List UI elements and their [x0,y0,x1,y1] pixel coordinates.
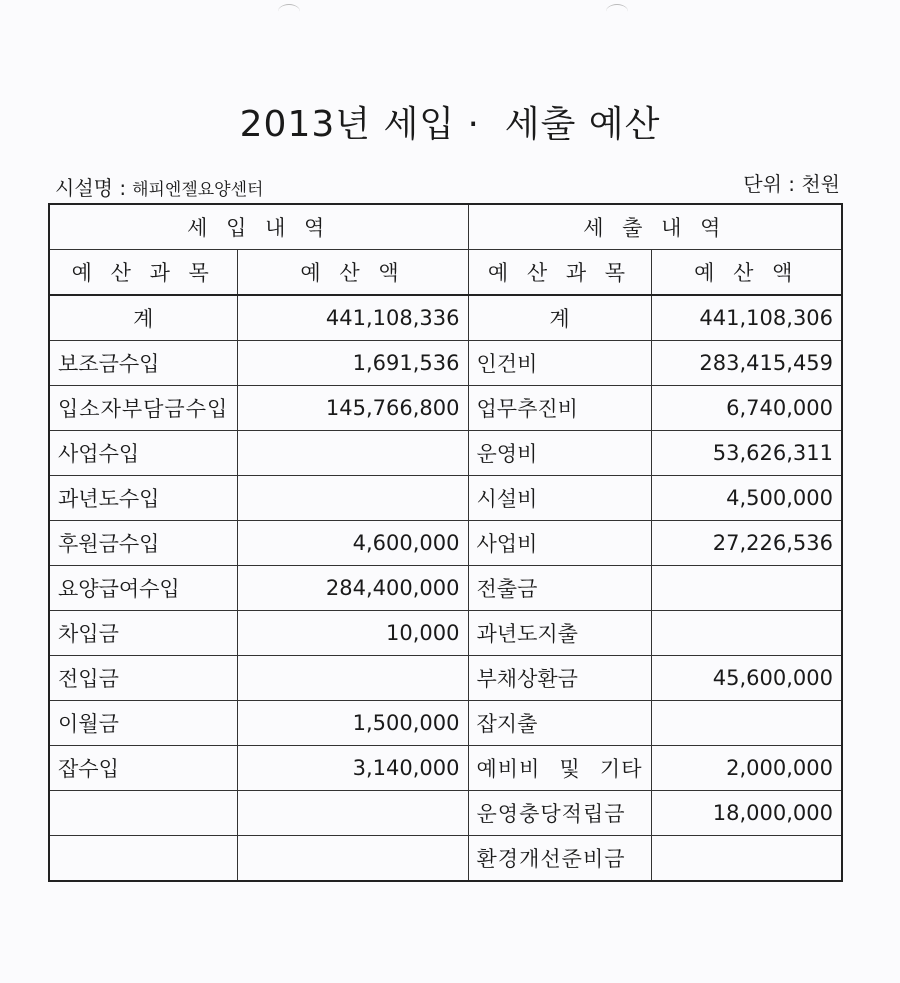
page-title: 2013년 세입 · 세출 예산 [239,104,661,145]
expense-section-header: 세 출 내 역 [468,204,842,250]
revenue-item-cell: 잡수입 [49,746,237,791]
table-row [49,521,842,566]
table-row [49,476,842,521]
expense-item-cell: 과년도지출 [468,611,651,656]
revenue-item-cell [49,836,237,882]
table-row [49,386,842,431]
revenue-item-cell: 차입금 [49,611,237,656]
punch-hole-right [606,4,628,19]
revenue-amount-cell [237,656,468,701]
revenue-item-header: 예 산 과 목 [49,250,237,296]
revenue-item-cell: 전입금 [49,656,237,701]
table-row [49,431,842,476]
table-row [49,836,842,882]
table-row [49,566,842,611]
revenue-amount-cell [237,476,468,521]
table-row [49,341,842,386]
table-row [49,746,842,791]
revenue-item-cell: 보조금수입 [49,341,237,386]
expense-amount-cell: 441,108,306 [651,295,842,341]
revenue-amount-header: 예 산 액 [237,250,468,296]
table-row [49,611,842,656]
expense-amount-cell [651,566,842,611]
unit-label: 단위 : 천원 [743,172,840,196]
facility-line [55,172,263,201]
expense-amount-cell: 6,740,000 [651,386,842,431]
revenue-item-cell: 후원금수입 [49,521,237,566]
table-row [49,656,842,701]
expense-amount-header: 예 산 액 [651,250,842,296]
revenue-amount-cell [237,791,468,836]
expense-item-cell: 예비비 및 기타 [468,746,651,791]
revenue-amount-cell: 3,140,000 [237,746,468,791]
revenue-amount-cell: 10,000 [237,611,468,656]
expense-item-cell: 운영비 [468,431,651,476]
revenue-amount-cell: 1,500,000 [237,701,468,746]
facility-name: 해피엔젤요양센터 [132,180,264,200]
expense-item-cell: 부채상환금 [468,656,651,701]
revenue-amount-cell: 4,600,000 [237,521,468,566]
punch-hole-left [278,4,300,19]
revenue-item-cell: 계 [49,295,237,341]
expense-amount-cell: 4,500,000 [651,476,842,521]
expense-item-cell: 계 [468,295,651,341]
revenue-item-cell: 사업수입 [49,431,237,476]
facility-label: 시설명 : [55,176,127,200]
expense-item-cell: 전출금 [468,566,651,611]
expense-amount-cell: 45,600,000 [651,656,842,701]
revenue-amount-cell [237,431,468,476]
budget-table [48,203,843,882]
expense-item-cell: 인건비 [468,341,651,386]
revenue-amount-cell: 145,766,800 [237,386,468,431]
table-row [49,701,842,746]
expense-amount-cell [651,611,842,656]
revenue-item-cell: 입소자부담금수입 [49,386,237,431]
revenue-amount-cell [237,836,468,882]
expense-amount-cell: 18,000,000 [651,791,842,836]
expense-amount-cell [651,836,842,882]
expense-amount-cell: 53,626,311 [651,431,842,476]
revenue-amount-cell: 1,691,536 [237,341,468,386]
revenue-amount-cell: 441,108,336 [237,295,468,341]
expense-amount-cell [651,701,842,746]
revenue-item-cell: 과년도수입 [49,476,237,521]
expense-item-cell: 잡지출 [468,701,651,746]
revenue-item-cell [49,791,237,836]
expense-amount-cell: 27,226,536 [651,521,842,566]
expense-amount-cell: 283,415,459 [651,341,842,386]
expense-amount-cell: 2,000,000 [651,746,842,791]
table-row [49,791,842,836]
revenue-item-cell: 이월금 [49,701,237,746]
expense-item-header: 예 산 과 목 [468,250,651,296]
table-row [49,295,842,341]
expense-item-cell: 시설비 [468,476,651,521]
expense-item-cell: 업무추진비 [468,386,651,431]
revenue-section-header: 세 입 내 역 [49,204,468,250]
expense-item-cell: 환경개선준비금 [468,836,651,882]
revenue-item-cell: 요양급여수입 [49,566,237,611]
revenue-amount-cell: 284,400,000 [237,566,468,611]
expense-item-cell: 사업비 [468,521,651,566]
expense-item-cell: 운영충당적립금 [468,791,651,836]
